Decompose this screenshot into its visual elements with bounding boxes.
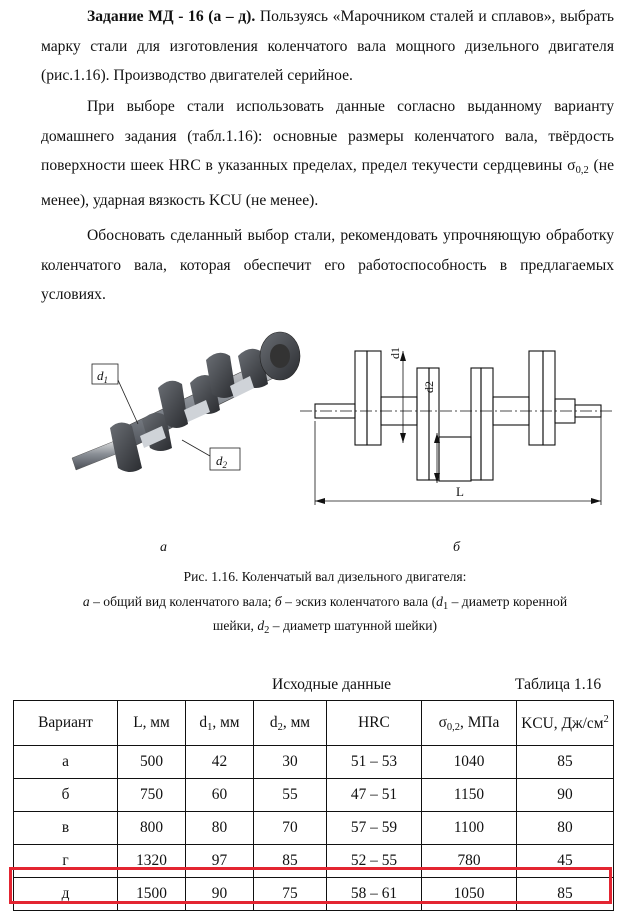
figure-area (0, 325, 622, 555)
cell-d1: 80 (186, 812, 254, 845)
header-variant: Вариант (14, 701, 118, 746)
caption-line-1: Рис. 1.16. Коленчатый вал дизельного двигателя: (183, 569, 467, 584)
d2-label: $d_2$ (216, 453, 227, 470)
crankshaft-body (72, 332, 300, 472)
cell-L: 500 (118, 746, 186, 779)
cell-d2: 75 (254, 878, 327, 911)
cell-d1: 42 (186, 746, 254, 779)
table-row (14, 779, 614, 812)
sigma-subscript: 0,2 (575, 165, 589, 176)
cell-variant: а (14, 746, 118, 779)
cell-kcu: 90 (517, 779, 614, 812)
cell-kcu: 80 (517, 812, 614, 845)
cell-kcu: 85 (517, 746, 614, 779)
header-d1: $d_1$, мм (186, 701, 254, 746)
cell-d1: 97 (186, 845, 254, 878)
sketch-L-label: L (456, 484, 464, 499)
figure-letter-a: а (160, 540, 167, 555)
cell-hrc: 52 – 55 (327, 845, 422, 878)
cell-sigma: 1050 (422, 878, 517, 911)
sketch-d1-label: d1 (388, 347, 402, 359)
task-paragraph-3: Обосновать сделанный выбор стали, рекомендовать упрочняющую обработку коленчатого вала, которая обеспечит его работоспособность в предлагаемых условиях. (41, 227, 614, 303)
cell-d1: 90 (186, 878, 254, 911)
cell-hrc: 57 – 59 (327, 812, 422, 845)
cell-variant: г (14, 845, 118, 878)
task-paragraph-1 (41, 2, 614, 91)
header-hrc: HRC (327, 701, 422, 746)
cell-sigma: 1100 (422, 812, 517, 845)
cell-hrc: 47 – 51 (327, 779, 422, 812)
cell-L: 800 (118, 812, 186, 845)
cell-d1: 60 (186, 779, 254, 812)
task-text-2b: (не менее), ударная вязкость KCU (не менее). (41, 157, 614, 209)
cell-sigma: 780 (422, 845, 517, 878)
crankshaft-photo (62, 328, 312, 478)
data-table (13, 700, 614, 911)
sketch-d2-label: d2 (422, 381, 436, 393)
table-title: Исходные данные (272, 676, 392, 693)
task-text-2a: При выборе стали использовать данные согласно выданному варианту домашнего задания (табл.1.16): основные размеры коленчатого вала, твёрдость поверхности шеек HRC в указанных пределах, предел текучести сердцевины σ (41, 98, 614, 174)
cell-L: 750 (118, 779, 186, 812)
table-row (14, 746, 614, 779)
cell-hrc: 51 – 53 (327, 746, 422, 779)
table-number: Таблица 1.16 (515, 676, 602, 693)
crankshaft-sketch (295, 333, 620, 518)
cell-sigma: 1150 (422, 779, 517, 812)
cell-kcu: 85 (517, 878, 614, 911)
table-row (14, 845, 614, 878)
task-title: Задание МД - 16 (а – д). (87, 8, 256, 25)
cell-d2: 30 (254, 746, 327, 779)
cell-d2: 55 (254, 779, 327, 812)
sketch-dimensions (315, 351, 601, 505)
cell-variant: д (14, 878, 118, 911)
d2-leader-line (182, 440, 210, 456)
caption-line-2: а – общий вид коленчатого вала; б – эскиз коленчатого вала ($d_1$ – диаметр коренной (82, 594, 568, 612)
cell-L: 1320 (118, 845, 186, 878)
header-sigma: $\sigma_{0,2}$, МПа (422, 701, 517, 746)
header-L: L, мм (118, 701, 186, 746)
cell-variant: б (14, 779, 118, 812)
table-row (14, 812, 614, 845)
header-kcu: KCU, $Дж/см^2$ (517, 701, 614, 746)
cell-L: 1500 (118, 878, 186, 911)
table-row-highlighted (14, 878, 614, 911)
cell-variant: в (14, 812, 118, 845)
figure-letter-b: б (453, 540, 461, 555)
caption-line-3: шейки, $d_2$ – диаметр шатунной шейки) (212, 618, 438, 636)
table-header-row (14, 701, 614, 746)
header-d2: $d_2$, мм (254, 701, 327, 746)
cell-sigma: 1040 (422, 746, 517, 779)
sketch-outline (300, 351, 615, 481)
task-text-1: Пользуясь «Марочником сталей и сплавов», выбрать марку стали для изготовления коленчатого вала мощного дизельного двигателя (рис.1.16). Производство двигателей серийное. (41, 8, 615, 84)
cell-d2: 85 (254, 845, 327, 878)
d1-label: $d_1$ (97, 368, 108, 385)
cell-d2: 70 (254, 812, 327, 845)
task-paragraph-2 (41, 92, 614, 215)
cell-hrc: 58 – 61 (327, 878, 422, 911)
d1-leader-line (118, 380, 138, 424)
cell-kcu: 45 (517, 845, 614, 878)
